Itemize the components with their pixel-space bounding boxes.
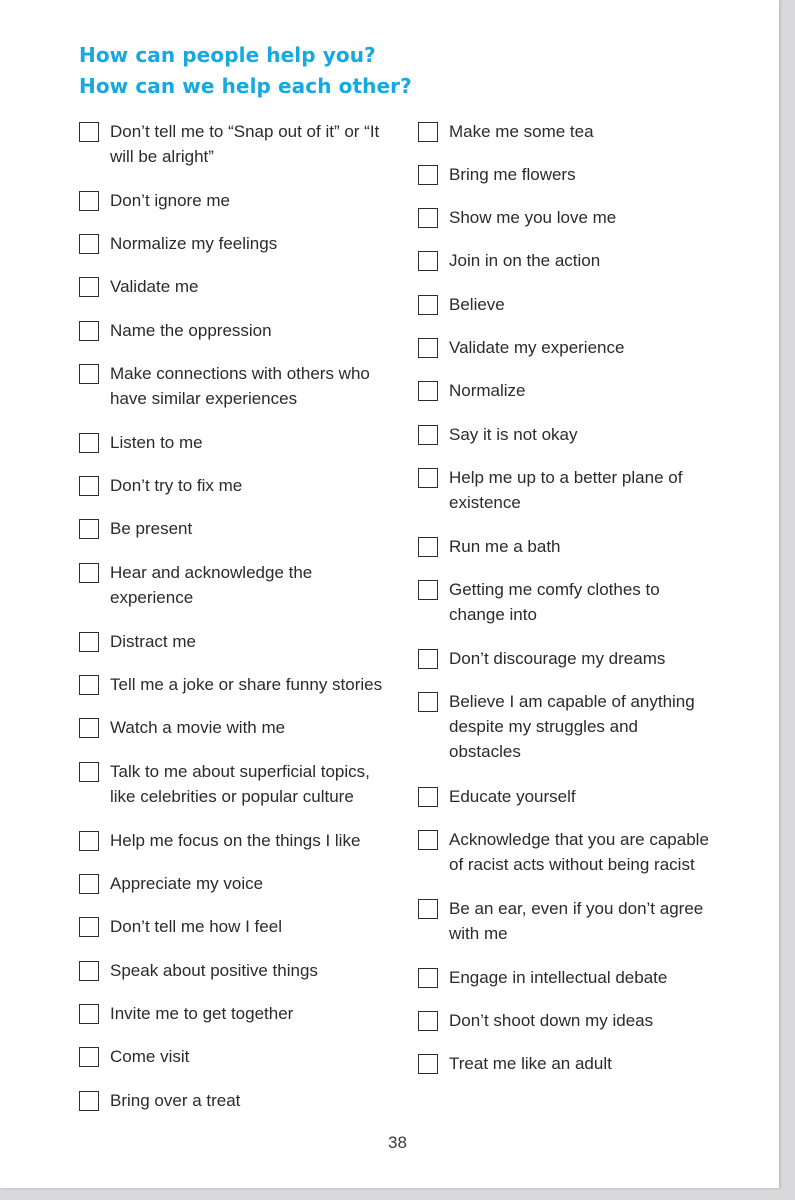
checklist-item-label: Educate yourself [449, 787, 576, 806]
checklist-item [79, 761, 399, 809]
checklist-item [79, 717, 399, 740]
checkbox[interactable] [418, 468, 438, 488]
checklist-item [79, 190, 399, 213]
checkbox[interactable] [418, 208, 438, 228]
checklist-item [79, 432, 399, 455]
page-heading [79, 40, 412, 102]
checkbox[interactable] [418, 122, 438, 142]
checklist-item-label: Treat me like an adult [449, 1054, 612, 1073]
checklist-item [418, 337, 738, 360]
checkbox[interactable] [418, 1011, 438, 1031]
checkbox[interactable] [79, 718, 99, 738]
checklist-item [79, 631, 399, 654]
checklist-item [418, 829, 738, 877]
checklist-item [418, 967, 738, 990]
checkbox[interactable] [79, 563, 99, 583]
checklist-item [79, 916, 399, 939]
checkbox[interactable] [418, 649, 438, 669]
checkbox[interactable] [79, 476, 99, 496]
checklist-item-label: Don’t shoot down my ideas [449, 1011, 654, 1030]
checkbox[interactable] [79, 917, 99, 937]
checklist-item-label: Don’t ignore me [110, 191, 231, 210]
checklist-item-label: Say it is not okay [449, 425, 578, 444]
checklist-item [79, 518, 399, 541]
checklist-item [418, 467, 738, 515]
checkbox[interactable] [79, 1091, 99, 1111]
checklist-item-label: Bring me flowers [449, 165, 576, 184]
checklist-item-label: Be present [110, 519, 193, 538]
checkbox[interactable] [79, 632, 99, 652]
checklist-item [79, 363, 399, 411]
checkbox[interactable] [79, 234, 99, 254]
checklist-item [418, 1053, 738, 1076]
checkbox[interactable] [418, 899, 438, 919]
checklist-item [79, 830, 399, 853]
checkbox[interactable] [79, 675, 99, 695]
checkbox[interactable] [418, 787, 438, 807]
checklist-item-label: Talk to me about superficial topics, like celebrities or popular culture [110, 762, 370, 806]
checklist-item-label: Speak about positive things [110, 961, 318, 980]
checklist-item-label: Listen to me [110, 433, 203, 452]
checkbox[interactable] [418, 692, 438, 712]
checkbox[interactable] [418, 295, 438, 315]
checklist-item [418, 121, 738, 144]
checklist-item [79, 1090, 399, 1113]
checklist-item [79, 562, 399, 610]
checklist-item-label: Hear and acknowledge the experience [110, 563, 313, 607]
checklist-item [79, 873, 399, 896]
checklist-item-label: Distract me [110, 632, 196, 651]
checkbox[interactable] [79, 191, 99, 211]
checklist-item-label: Make connections with others who have similar experiences [110, 364, 370, 408]
checkbox[interactable] [79, 762, 99, 782]
checklist-item-label: Normalize my feelings [110, 234, 278, 253]
checkbox[interactable] [79, 961, 99, 981]
checklist-item [418, 250, 738, 273]
checklist-item [79, 475, 399, 498]
checklist-item-label: Validate my experience [449, 338, 625, 357]
checkbox[interactable] [79, 831, 99, 851]
checkbox[interactable] [79, 874, 99, 894]
checklist-item-label: Acknowledge that you are capable of racist acts without being racist [449, 830, 709, 874]
checklist-item [79, 233, 399, 256]
checklist-item [79, 674, 399, 697]
heading-line-1: How can people help you? [79, 43, 376, 67]
checklist-item [418, 1010, 738, 1033]
checklist-item [79, 276, 399, 299]
checklist-item [79, 1003, 399, 1026]
checkbox[interactable] [418, 251, 438, 271]
checkbox[interactable] [418, 968, 438, 988]
checklist-item [79, 1046, 399, 1069]
checklist-item [418, 579, 738, 627]
checklist-item [418, 164, 738, 187]
checkbox[interactable] [418, 580, 438, 600]
checklist-item [418, 380, 738, 403]
checklist-item-label: Believe I am capable of anything despite my struggles and obstacles [449, 692, 695, 761]
checkbox[interactable] [79, 364, 99, 384]
checkbox[interactable] [418, 830, 438, 850]
checklist-item-label: Name the oppression [110, 321, 272, 340]
checklist-item-label: Engage in intellectual debate [449, 968, 668, 987]
checkbox[interactable] [79, 1004, 99, 1024]
checklist-item-label: Come visit [110, 1047, 190, 1066]
checklist-item-label: Believe [449, 295, 505, 314]
checklist-item-label: Join in on the action [449, 251, 601, 270]
checklist-item-label: Be an ear, even if you don’t agree with me [449, 899, 704, 943]
checklist-item-label: Validate me [110, 277, 199, 296]
checklist-item [79, 320, 399, 343]
heading-line-2: How can we help each other? [79, 74, 412, 98]
checkbox[interactable] [418, 425, 438, 445]
checkbox[interactable] [79, 433, 99, 453]
checklist-item [418, 648, 738, 671]
checklist-item-label: Don’t discourage my dreams [449, 649, 666, 668]
checklist-item [79, 960, 399, 983]
checkbox[interactable] [418, 381, 438, 401]
checklist-item-label: Show me you love me [449, 208, 617, 227]
checklist-item-label: Help me focus on the things I like [110, 831, 361, 850]
checklist-item-label: Invite me to get together [110, 1004, 294, 1023]
checkbox[interactable] [418, 338, 438, 358]
checklist-item-label: Make me some tea [449, 122, 594, 141]
checklist-item-label: Don’t tell me to “Snap out of it” or “It will be alright” [110, 122, 380, 166]
checkbox[interactable] [79, 321, 99, 341]
checklist-item-label: Watch a movie with me [110, 718, 286, 737]
checklist-item-label: Tell me a joke or share funny stories [110, 675, 383, 694]
checklist-item-label: Don’t try to fix me [110, 476, 243, 495]
checklist-item-label: Run me a bath [449, 537, 561, 556]
checklist-item [418, 536, 738, 559]
checklist-item [418, 898, 738, 946]
checklist-item-label: Help me up to a better plane of existence [449, 468, 683, 512]
checkbox[interactable] [418, 1054, 438, 1074]
checklist-item-label: Appreciate my voice [110, 874, 264, 893]
checklist-item [418, 207, 738, 230]
checklist-item [79, 121, 399, 169]
checkbox[interactable] [418, 537, 438, 557]
checkbox[interactable] [79, 277, 99, 297]
checklist-item-label: Getting me comfy clothes to change into [449, 580, 660, 624]
checklist-item-label: Don’t tell me how I feel [110, 917, 282, 936]
page-number: 38 [388, 1133, 407, 1152]
checklist-item [418, 786, 738, 809]
checkbox[interactable] [418, 165, 438, 185]
checklist-item [418, 424, 738, 447]
checkbox[interactable] [79, 519, 99, 539]
checklist-item [418, 691, 738, 764]
checklist-item-label: Normalize [449, 381, 526, 400]
checkbox[interactable] [79, 122, 99, 142]
checkbox[interactable] [79, 1047, 99, 1067]
checklist-item [418, 294, 738, 317]
checklist-item-label: Bring over a treat [110, 1091, 241, 1110]
